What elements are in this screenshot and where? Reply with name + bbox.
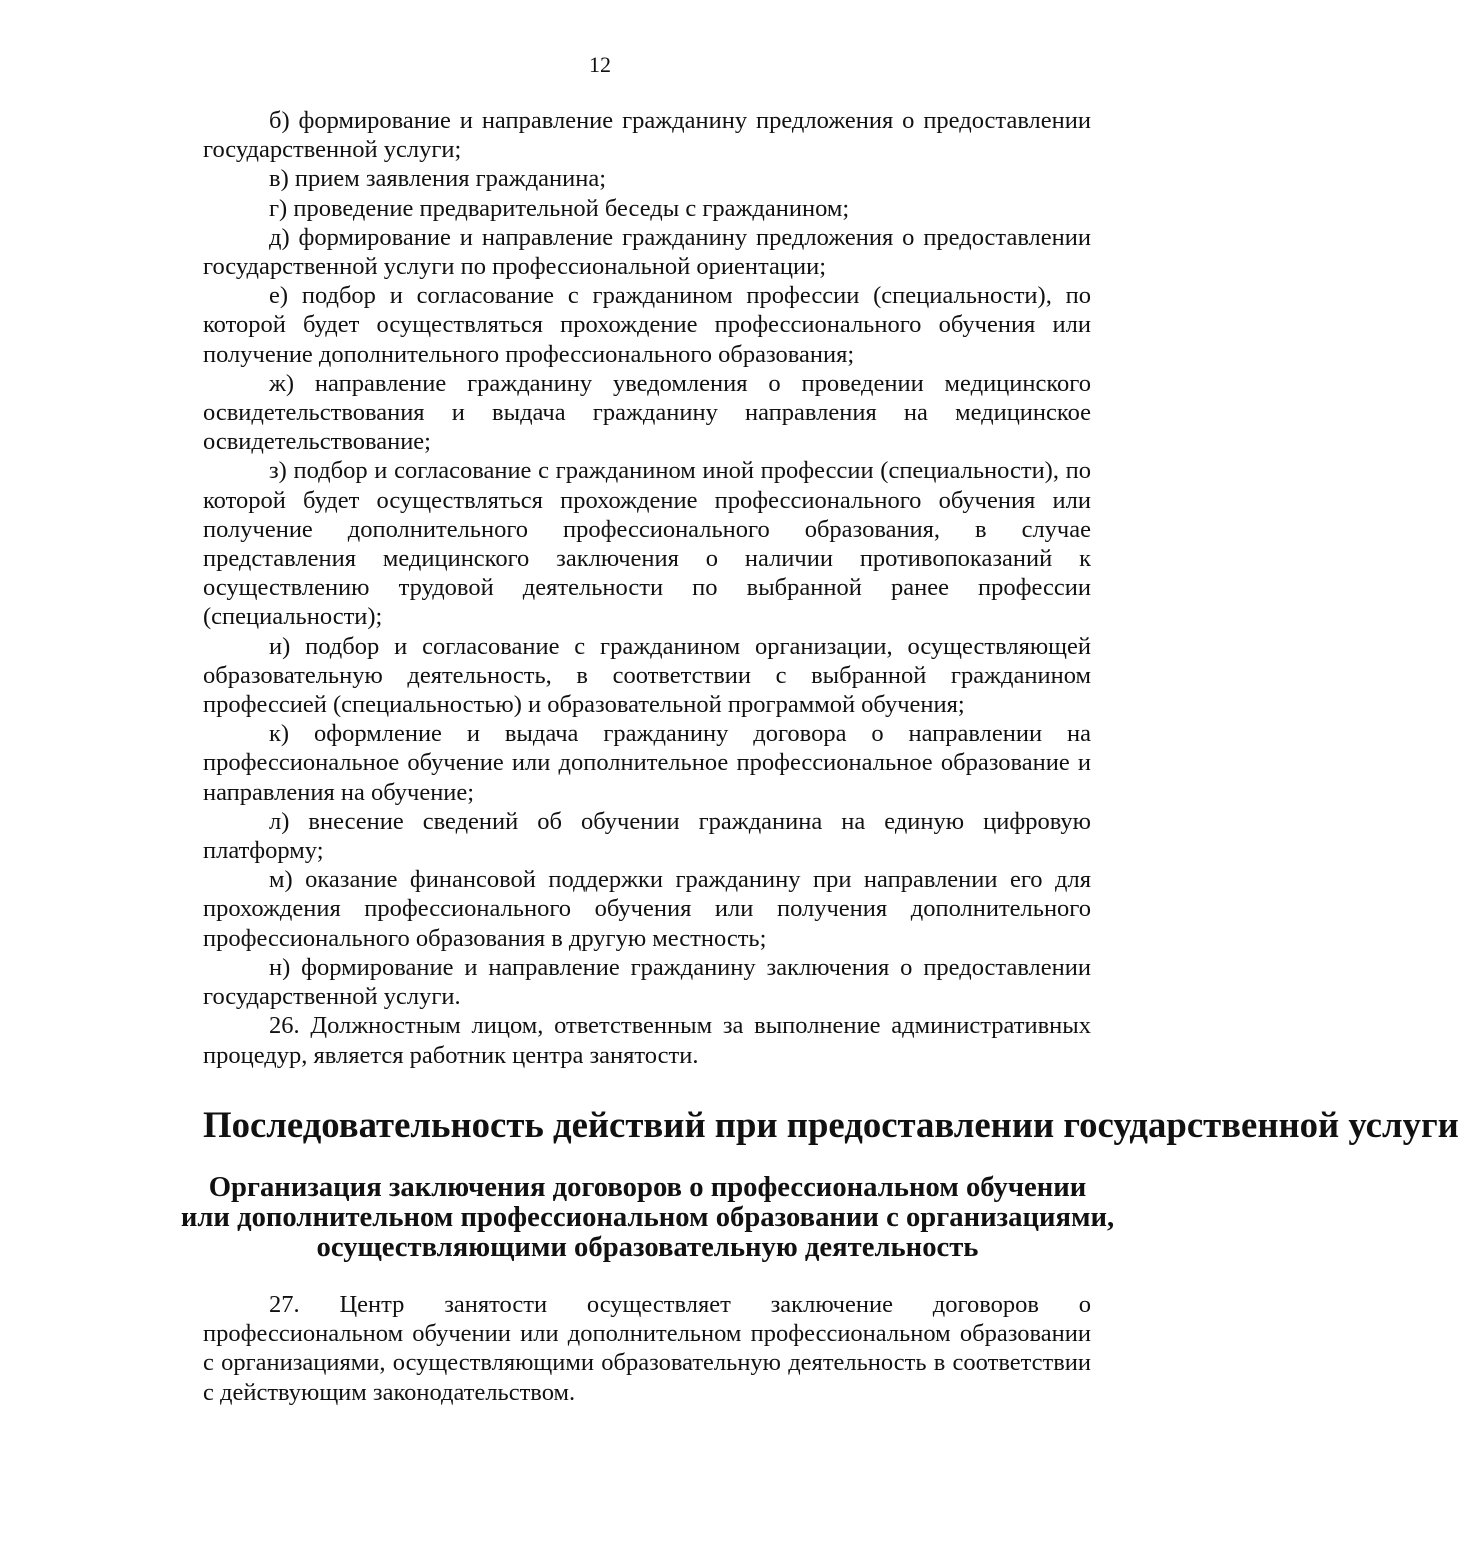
clause-27-block <box>203 1290 1091 1407</box>
subsection-heading <box>170 1172 1125 1262</box>
clause-27: 27. Центр занятости осуществляет заключение договоров о профессиональном обучении или дополнительном профессиональном образовании с организациями, осуществляющими образовательную деятельность в соответствии с действующим законодательством. <box>203 1291 1091 1406</box>
subsection-heading-line-2: или дополнительном профессиональном образовании с организациями, <box>180 1201 1115 1233</box>
page-number: 12 <box>589 52 611 77</box>
list-item-d: д) формирование и направление гражданину предложения о предоставлении государственной услуги по профессиональной ориентации; <box>203 223 1091 281</box>
subsection-heading-line-1: Организация заключения договоров о профессиональном обучении <box>208 1171 1087 1203</box>
procedure-list <box>203 106 1091 1070</box>
list-item-k: к) оформление и выдача гражданину договора о направлении на профессиональное обучение или дополнительное профессиональное образование и направления на обучение; <box>203 720 1091 806</box>
subsection-heading-line-3: осуществляющими образовательную деятельность <box>316 1231 979 1263</box>
list-item-n: н) формирование и направление гражданину заключения о предоставлении государственной услуги. <box>203 953 1091 1011</box>
section-heading: Последовательность действий при предоставлении государственной услуги <box>203 1104 1459 1145</box>
list-item-b: б) формирование и направление гражданину предложения о предоставлении государственной услуги; <box>203 107 1091 164</box>
list-item-e: е) подбор и согласование с гражданином профессии (специальности), по которой будет осуществляться прохождение профессионального обучения или получение дополнительного профессионального образования; <box>203 282 1091 368</box>
list-item-m: м) оказание финансовой поддержки гражданину при направлении его для прохождения профессионального обучения или получения дополнительного профессионального образования в другую местность; <box>203 866 1091 952</box>
list-item-v: в) прием заявления гражданина; <box>269 165 607 193</box>
list-item-z: з) подбор и согласование с гражданином иной профессии (специальности), по которой будет осуществляться прохождение профессионального обучения или получение дополнительного профессионального образования, в случае представления медицинского заключения о наличии противопоказаний к осуществлению трудовой деятельности по выбранной ранее профессии (специальности); <box>203 457 1091 631</box>
list-item-i: и) подбор и согласование с гражданином организации, осуществляющей образовательную деятельность, в соответствии с выбранной гражданином профессией (специальностью) и образовательной программой обучения; <box>203 632 1091 719</box>
clause-26: 26. Должностным лицом, ответственным за выполнение административных процедур, является работник центра занятости. <box>203 1012 1091 1069</box>
list-item-l: л) внесение сведений об обучении гражданина на единую цифровую платформу; <box>203 807 1091 865</box>
list-item-g: г) проведение предварительной беседы с гражданином; <box>269 194 850 222</box>
list-item-zh: ж) направление гражданину уведомления о проведении медицинского освидетельствования и выдача гражданину направления на медицинское освидетельствование; <box>203 369 1091 456</box>
